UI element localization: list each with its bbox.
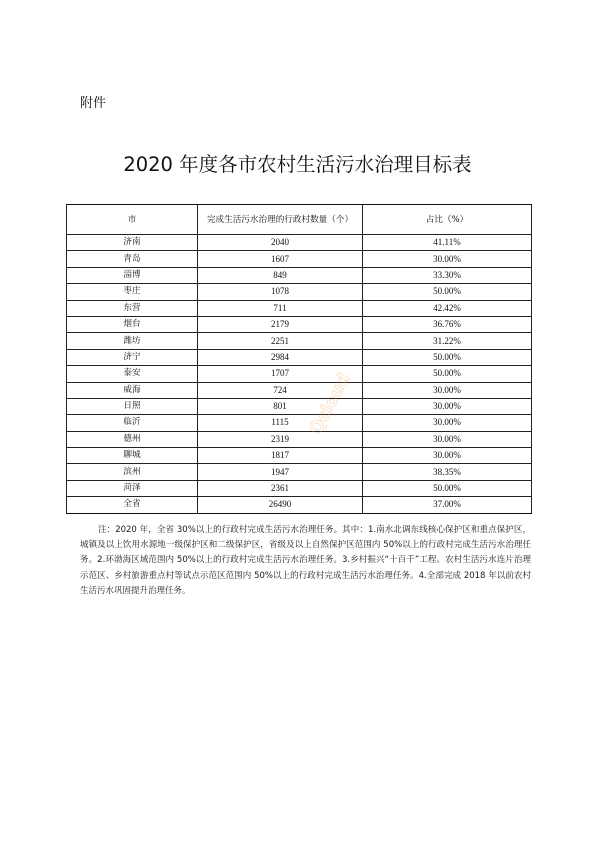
table-row — [67, 284, 532, 300]
table-row — [67, 235, 532, 251]
column-header-ratio: 占比（%） — [363, 205, 532, 235]
city-cell: 青岛 — [67, 251, 198, 267]
city-cell: 淄博 — [67, 267, 198, 283]
count-cell: 2251 — [198, 333, 363, 349]
count-cell: 2179 — [198, 316, 363, 332]
count-cell: 1078 — [198, 284, 363, 300]
watermark-text: Qcloud — [305, 370, 355, 439]
count-cell: 2984 — [198, 349, 363, 365]
ratio-cell: 30.00% — [363, 448, 532, 464]
ratio-cell: 42.42% — [363, 300, 532, 316]
ratio-cell: 38.35% — [363, 464, 532, 480]
ratio-cell: 30.00% — [363, 431, 532, 447]
count-cell: 1707 — [198, 366, 363, 382]
ratio-cell: 37.00% — [363, 497, 532, 513]
count-cell: 711 — [198, 300, 363, 316]
city-cell: 菏泽 — [67, 480, 198, 496]
table-row — [67, 300, 532, 316]
ratio-cell: 31.22% — [363, 333, 532, 349]
city-cell: 济宁 — [67, 349, 198, 365]
table-row — [67, 464, 532, 480]
count-cell: 1607 — [198, 251, 363, 267]
document-title: 2020 年度各市农村生活污水治理目标表 — [123, 153, 472, 176]
count-cell: 801 — [198, 398, 363, 414]
city-cell: 聊城 — [67, 448, 198, 464]
city-cell: 威海 — [67, 382, 198, 398]
city-cell: 临沂 — [67, 415, 198, 431]
table-row — [67, 251, 532, 267]
city-cell: 枣庄 — [67, 284, 198, 300]
count-cell: 849 — [198, 267, 363, 283]
city-cell: 烟台 — [67, 316, 198, 332]
watermark-logo — [296, 370, 356, 450]
city-cell: 全省 — [67, 497, 198, 513]
ratio-cell: 41.11% — [363, 235, 532, 251]
count-cell: 1947 — [198, 464, 363, 480]
table-row — [67, 267, 532, 283]
column-header-city: 市 — [67, 205, 198, 235]
count-cell: 724 — [198, 382, 363, 398]
city-cell: 东营 — [67, 300, 198, 316]
city-cell: 德州 — [67, 431, 198, 447]
table-row — [67, 448, 532, 464]
ratio-cell: 36.76% — [363, 316, 532, 332]
ratio-cell: 50.00% — [363, 366, 532, 382]
attachment-label: 附件 — [80, 96, 107, 111]
count-cell: 2319 — [198, 431, 363, 447]
ratio-cell: 30.00% — [363, 251, 532, 267]
ratio-cell: 30.00% — [363, 382, 532, 398]
count-cell: 2040 — [198, 235, 363, 251]
count-cell: 1817 — [198, 448, 363, 464]
count-cell: 1115 — [198, 415, 363, 431]
footnote: 注：2020 年，全省 30%以上的行政村完成生活污水治理任务。其中：1.南水北调东线核心保护区和重点保护区，城镇及以上饮用水源地一级保护区和二级保护区，省级及以上自然保护区范围内 50%以上的行政村完成生活污水治理任务。2.环渤海区域范围内 50%以上的行政村完成生活污水治理任务。3.乡村振兴“十百千”工程、农村生活污水连片治理示范区、乡村旅游重点村等试点示范区范围内 50%以上的行政村完成生活污水治理任务。4.全部完成 2018 年以前农村生活污水巩固提升治理任务。 — [80, 525, 531, 596]
city-cell: 泰安 — [67, 366, 198, 382]
city-cell: 滨州 — [67, 464, 198, 480]
city-cell: 潍坊 — [67, 333, 198, 349]
ratio-cell: 50.00% — [363, 349, 532, 365]
table-row — [67, 480, 532, 496]
target-table — [66, 204, 532, 514]
ratio-cell: 30.00% — [363, 415, 532, 431]
ratio-cell: 50.00% — [363, 480, 532, 496]
count-cell: 26490 — [198, 497, 363, 513]
count-cell: 2361 — [198, 480, 363, 496]
table-row — [67, 349, 532, 365]
table-row — [67, 316, 532, 332]
table-row — [67, 497, 532, 513]
ratio-cell: 50.00% — [363, 284, 532, 300]
column-header-count: 完成生活污水治理的行政村数量（个） — [198, 205, 363, 235]
city-cell: 日照 — [67, 398, 198, 414]
city-cell: 济南 — [67, 235, 198, 251]
table-row — [67, 333, 532, 349]
table-header-row — [67, 205, 532, 235]
ratio-cell: 33.30% — [363, 267, 532, 283]
ratio-cell: 30.00% — [363, 398, 532, 414]
